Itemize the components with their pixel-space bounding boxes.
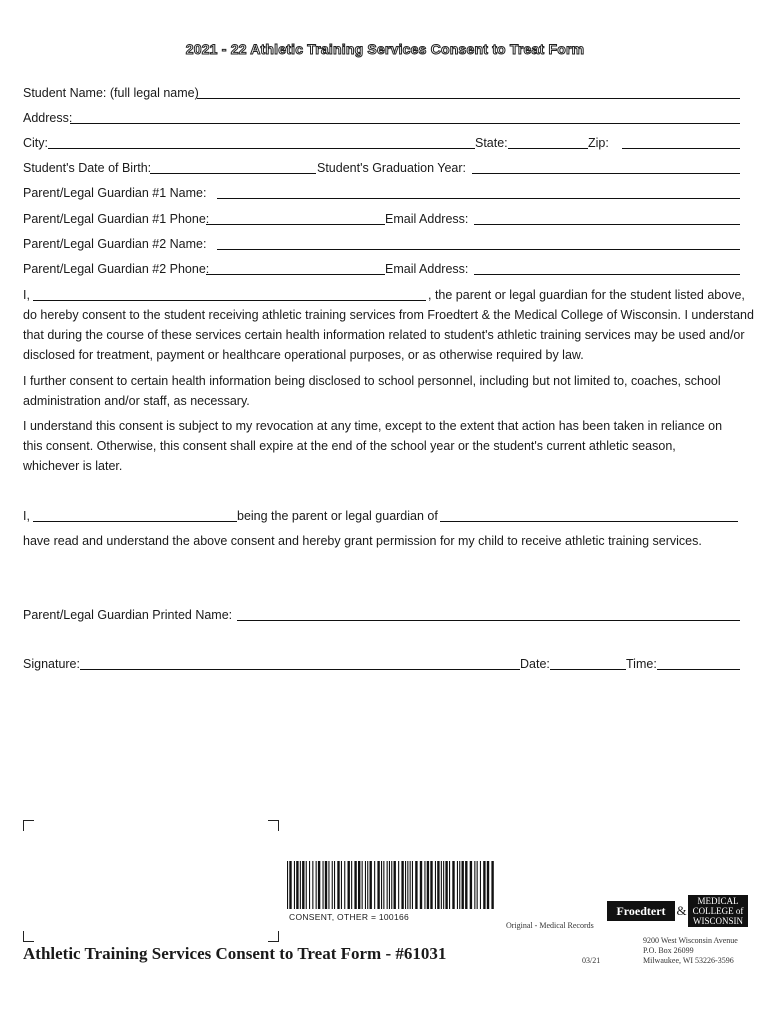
permission-child-field[interactable] [440,521,738,522]
barcode-bar [477,861,478,909]
barcode-bar [412,861,413,909]
barcode-bar [441,861,442,909]
consent-i-prefix: I, [23,288,30,302]
state-field[interactable] [508,148,588,149]
signature-label: Signature: [23,657,80,671]
mcw-logo-line2: COLLEGE of [692,906,744,916]
barcode-bar [487,861,489,909]
grad-year-label: Student's Graduation Year: [317,161,467,175]
email2-label: Email Address: [385,262,469,276]
disclosure-line1: I further consent to certain health information being disclosed to school personnel, including but not limited to, coaches, school [23,374,721,388]
guardian1-name-field[interactable] [217,198,740,199]
guardian2-name-field[interactable] [217,249,740,250]
barcode-bar [410,861,411,909]
state-label: State: [475,136,508,150]
dob-label: Student's Date of Birth: [23,161,152,175]
city-field[interactable] [48,148,475,149]
barcode-bar [306,861,307,909]
barcode-bar [405,861,406,909]
city-label: City: [23,136,48,150]
dob-field[interactable] [150,173,316,174]
barcode-bar [491,861,493,909]
barcode-bar [377,861,379,909]
barcode-bar [302,861,304,909]
revocation-line1: I understand this consent is subject to my revocation at any time, except to the extent that action has been taken in reliance on [23,419,723,433]
barcode-bar [483,861,485,909]
barcode [287,861,495,909]
barcode-bar [401,861,403,909]
barcode-bar [362,861,363,909]
barcode-bar [367,861,368,909]
barcode-bar [437,861,439,909]
barcode-bar [341,861,342,909]
barcode-bar [309,861,310,909]
barcode-bar [462,861,464,909]
barcode-bar [348,861,350,909]
address-line2: P.O. Box 26099 [643,946,694,955]
revision-date: 03/21 [582,956,601,965]
registration-mark-top-right [268,820,279,831]
address-line3: Milwaukee, WI 53226-3596 [643,956,734,965]
barcode-bar [398,861,399,909]
guardian1-phone-label: Parent/Legal Guardian #1 Phone: [23,212,210,226]
barcode-bar [407,861,408,909]
froedtert-logo: Froedtert [607,901,675,921]
email2-field[interactable] [474,274,740,275]
student-name-field[interactable] [197,98,740,99]
consent-line3: that during the course of these services certain health information related to student's athletic training services may be used and/or [23,328,745,342]
address-field[interactable] [70,123,740,124]
barcode-bar [430,861,432,909]
barcode-bar [435,861,436,909]
barcode-bar [344,861,345,909]
zip-label: Zip: [588,136,609,150]
barcode-bar [323,861,324,909]
address-line1: 9200 West Wisconsin Avenue [643,936,738,945]
email1-field[interactable] [474,224,740,225]
email1-label: Email Address: [385,212,469,226]
consent-name-field[interactable] [33,300,426,301]
date-label: Date: [520,657,550,671]
form-title: 2021 - 22 Athletic Training Services Consent to Treat Form [185,41,585,57]
barcode-bar [334,861,335,909]
barcode-bar [394,861,396,909]
footer-form-title: Athletic Training Services Consent to Treat Form - #61031 [23,944,447,963]
barcode-bar [452,861,454,909]
barcode-bar [391,861,392,909]
barcode-bar [449,861,450,909]
barcode-bar [457,861,458,909]
routing-text: Original - Medical Records [506,921,594,930]
barcode-bar [287,861,288,909]
consent-line4: disclosed for treatment, payment or healthcare operational purposes, or as otherwise required by law. [23,348,584,362]
guardian2-phone-field[interactable] [206,274,385,275]
printed-name-field[interactable] [237,620,740,621]
barcode-caption: CONSENT, OTHER = 100166 [289,912,410,922]
guardian1-name-label: Parent/Legal Guardian #1 Name: [23,186,207,200]
permission-statement: have read and understand the above consent and hereby grant permission for my child to receive athletic training services. [23,534,702,548]
barcode-bar [427,861,429,909]
barcode-bar [465,861,467,909]
barcode-bar [389,861,390,909]
barcode-bar [337,861,339,909]
signature-field[interactable] [80,669,520,670]
printed-name-label: Parent/Legal Guardian Printed Name: [23,608,233,622]
time-label: Time: [626,657,657,671]
barcode-bar [300,861,301,909]
barcode-bar [470,861,472,909]
disclosure-line2: administration and/or staff, as necessary. [23,394,250,408]
barcode-bar [312,861,313,909]
guardian1-phone-field[interactable] [206,224,385,225]
barcode-bar [445,861,447,909]
revocation-line3: whichever is later. [23,459,123,473]
barcode-bar [325,861,327,909]
mailing-address [643,936,738,966]
consent-line1-suffix: , the parent or legal guardian for the student listed above, [428,288,745,302]
registration-mark-top-left [23,820,34,831]
registration-mark-bottom-right [268,931,279,942]
barcode-bar [370,861,372,909]
address-label: Address: [23,111,73,125]
mcw-logo [688,895,748,927]
registration-mark-bottom-left [23,931,34,942]
barcode-bar [474,861,475,909]
barcode-bar [294,861,295,909]
revocation-line2: this consent. Otherwise, this consent shall expire at the end of the school year or the student's current athletic season, [23,439,676,453]
barcode-bar [387,861,388,909]
barcode-bar [443,861,444,909]
student-name-label: Student Name: (full legal name) [23,86,199,100]
barcode-bar [354,861,356,909]
barcode-bar [381,861,382,909]
barcode-bar [358,861,360,909]
barcode-bar [332,861,333,909]
barcode-bar [316,861,317,909]
guardian2-phone-label: Parent/Legal Guardian #2 Phone: [23,262,210,276]
barcode-bar [420,861,422,909]
date-field[interactable] [550,669,626,670]
zip-field[interactable] [622,148,740,149]
permission-being-text: being the parent or legal guardian of [237,509,438,523]
barcode-bar [480,861,481,909]
barcode-bar [424,861,425,909]
permission-guardian-field[interactable] [33,521,237,522]
mcw-logo-line3: WISCONSIN [692,916,743,926]
barcode-bar [365,861,366,909]
permission-i-prefix: I, [23,509,30,523]
barcode-bar [289,861,291,909]
barcode-bar [318,861,320,909]
barcode-bar [328,861,329,909]
logo-ampersand: & [676,903,687,918]
mcw-logo-line1: MEDICAL [697,896,739,906]
barcode-bar [383,861,384,909]
time-field[interactable] [657,669,740,670]
guardian2-name-label: Parent/Legal Guardian #2 Name: [23,237,207,251]
barcode-bar [351,861,352,909]
barcode-bar [374,861,375,909]
barcode-bar [459,861,460,909]
consent-line2: do hereby consent to the student receiving athletic training services from Froedtert & the Medical College of Wisconsin. I understand [23,308,754,322]
grad-year-field[interactable] [472,173,740,174]
barcode-bar [415,861,417,909]
barcode-bar [296,861,298,909]
